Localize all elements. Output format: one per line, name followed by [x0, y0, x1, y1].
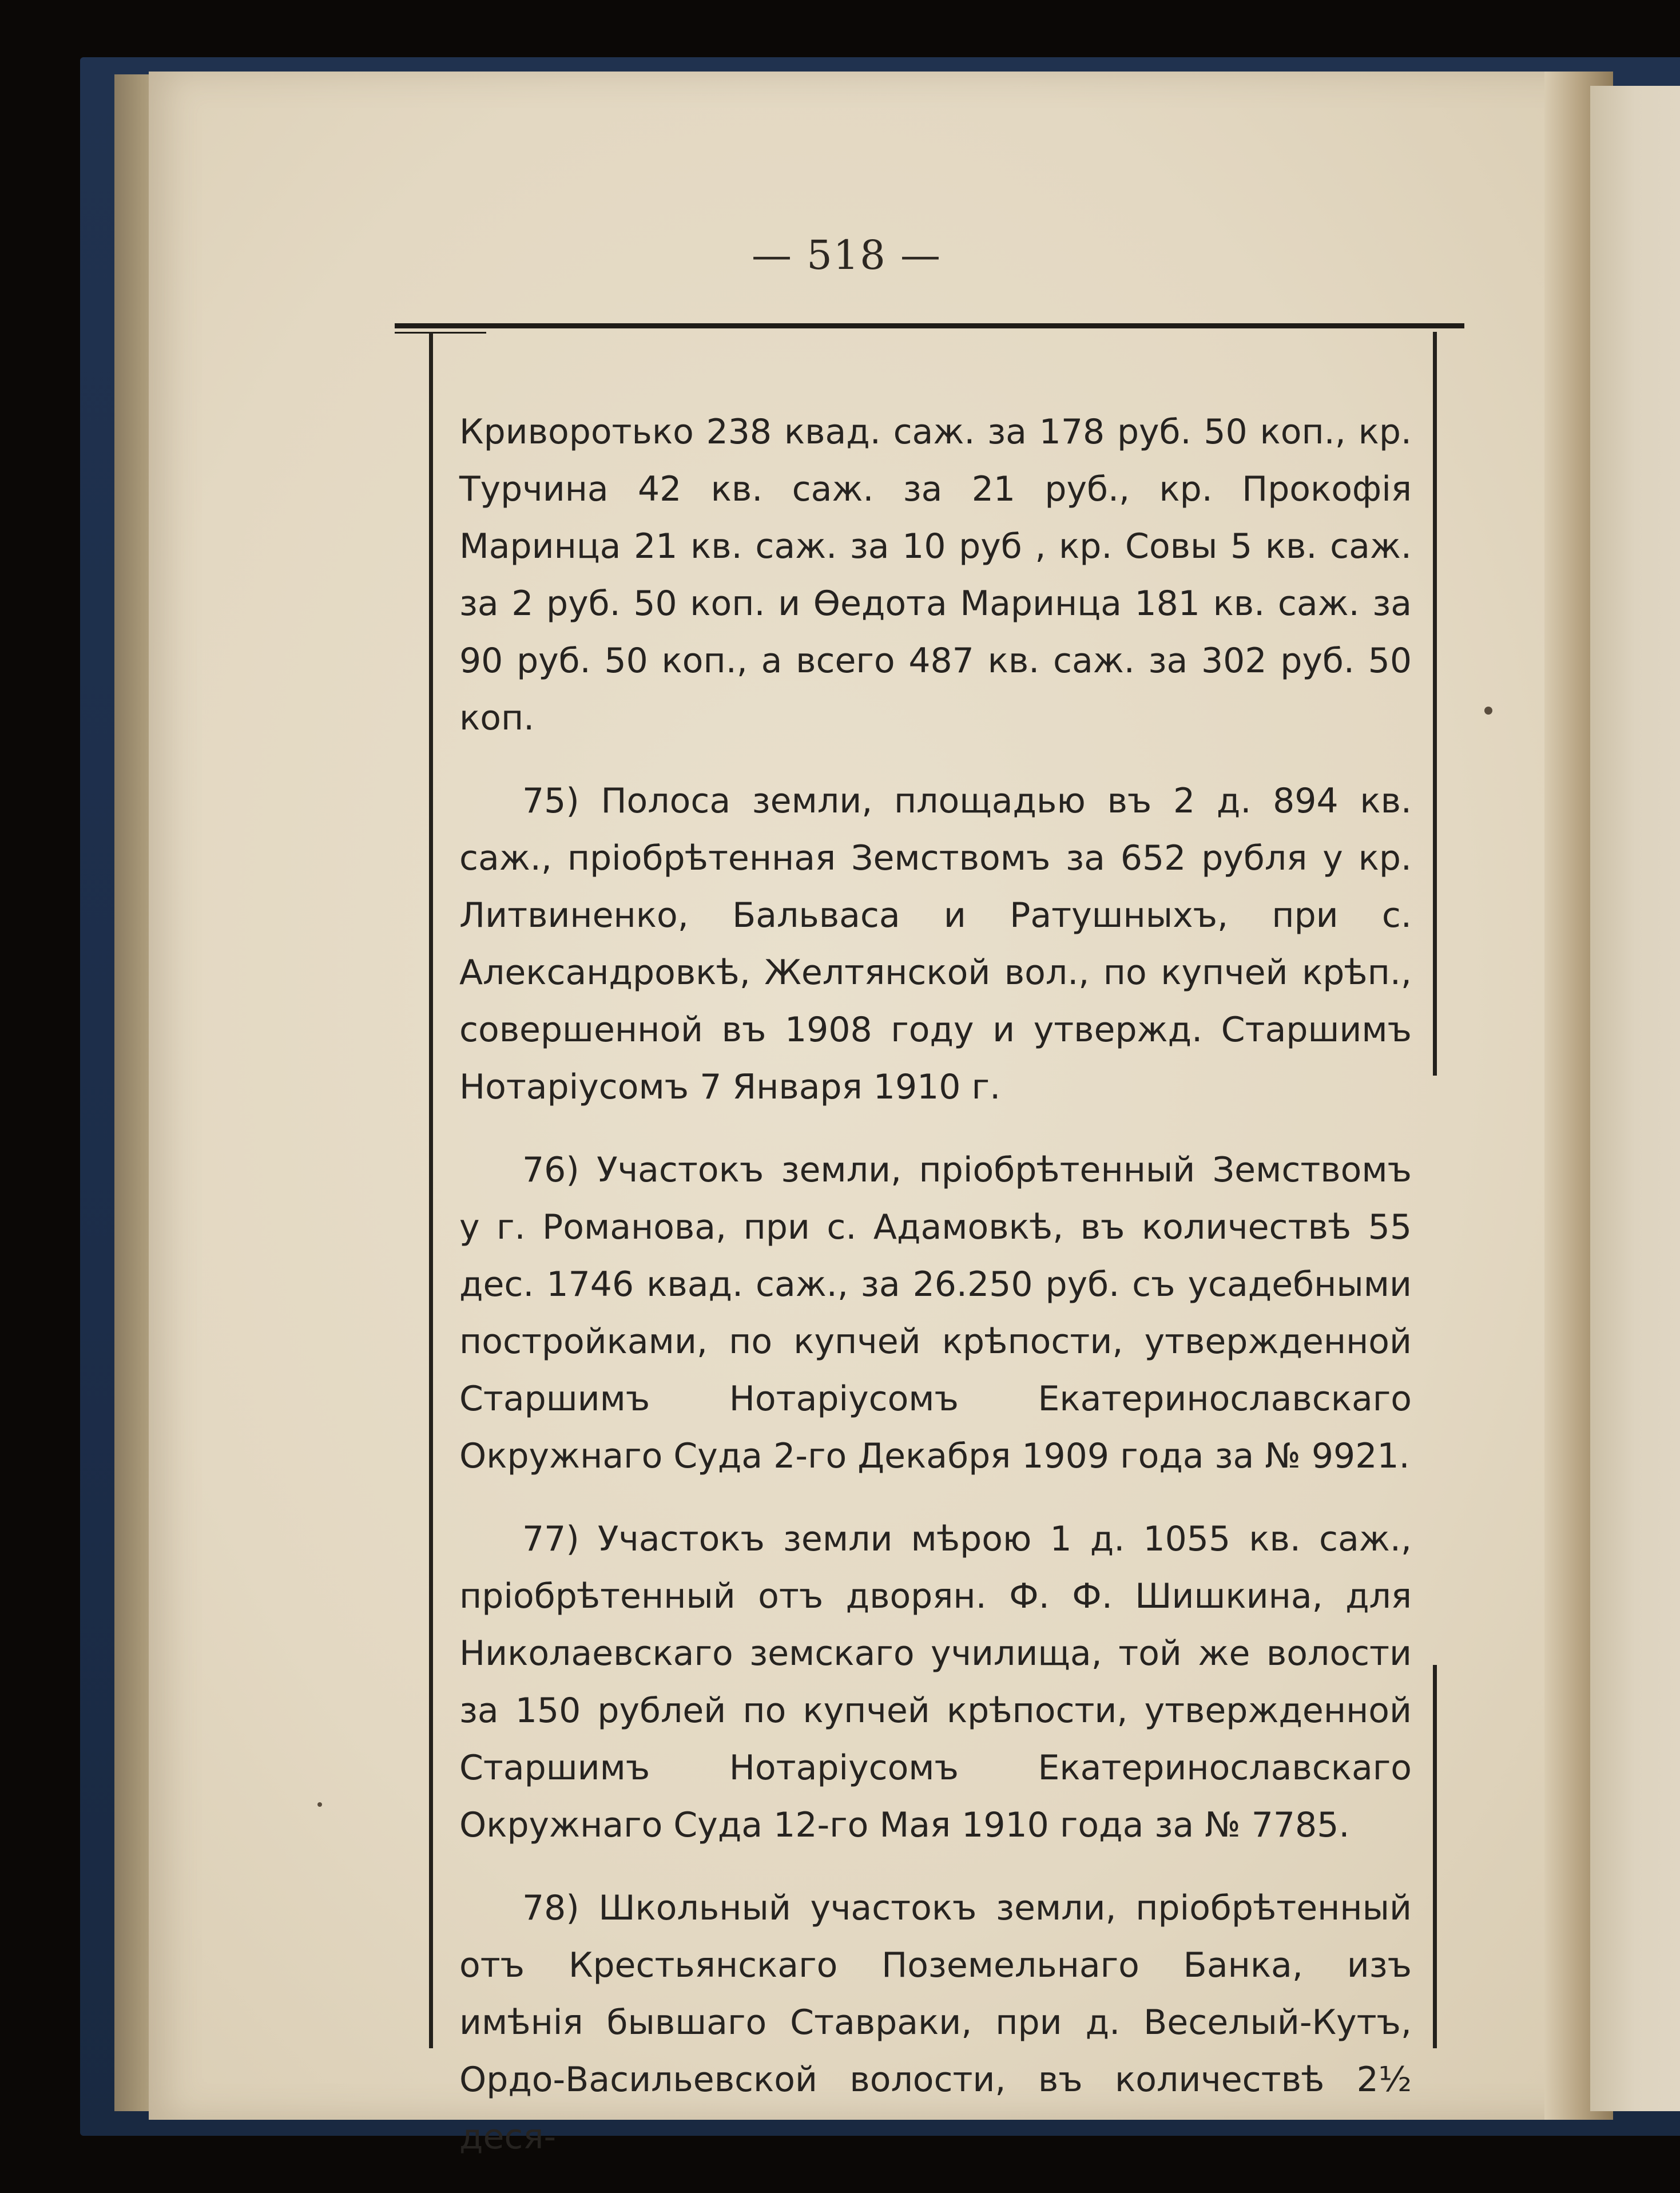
- facing-page-edge: [1590, 86, 1680, 2111]
- page-number: — 518 —: [751, 232, 942, 279]
- header-rule-accent: [395, 332, 486, 334]
- paragraph-item-76: 76) Участокъ земли, пріобрѣтенный Земствомъ у г. Романова, при с. Адамовкѣ, въ количествѣ 55 дес. 1746 квад. саж., за 26.250 руб. съ усадебными постройками, по купчей крѣпости, утвержденной Старшимъ Нотаріусомъ Екатеринославскаго Окружнаго Суда 2-го Декабря 1909 года за № 9921.: [459, 1150, 1412, 1476]
- body-text: [459, 403, 1412, 2166]
- paragraph-item-78: 78) Школьный участокъ земли, пріобрѣтенный отъ Крестьянскаго Поземельнаго Банка, изъ имѣнія бывшаго Ставраки, при д. Веселый-Кутъ, Ордо-Васильевской волости, въ количествѣ 2½ деся-: [459, 1888, 1412, 2157]
- paragraph-item-77: 77) Участокъ земли мѣрою 1 д. 1055 кв. саж., пріобрѣтенный отъ дворян. Ф. Ф. Шишкина, для Николаевскаго земскаго училища, той же волости за 150 рублей по купчей крѣпости, утвержденной Старшимъ Нотаріусомъ Екатеринославскаго Окружнаго Суда 12-го Мая 1910 года за № 7785.: [459, 1519, 1412, 1845]
- paragraph-item-75: 75) Полоса земли, площадью въ 2 д. 894 кв. саж., пріобрѣтенная Земствомъ за 652 рубля у кр. Литвиненко, Бальваса и Ратушныхъ, при с. Александровкѣ, Желтянской вол., по купчей крѣп., совершенной въ 1908 году и утвержд. Старшимъ Нотаріусомъ 7 Января 1910 г.: [459, 781, 1412, 1107]
- paragraph-continuation: Криворотько 238 квад. саж. за 178 руб. 50 коп., кр. Турчина 42 кв. саж. за 21 руб., кр. Прокофія Маринца 21 кв. саж. за 10 руб , кр. Совы 5 кв. саж. за 2 руб. 50 коп. и Өедота Маринца 181 кв. саж. за 90 руб. 50 коп., а всего 487 кв. саж. за 302 руб. 50 коп.: [459, 412, 1412, 738]
- header-rule: [395, 323, 1464, 328]
- right-margin-rule-lower: [1433, 1665, 1437, 2048]
- paper-speck: [1484, 707, 1492, 715]
- paper-speck: [317, 1802, 322, 1807]
- left-margin-rule: [429, 332, 433, 2048]
- right-margin-rule-upper: [1433, 332, 1437, 1076]
